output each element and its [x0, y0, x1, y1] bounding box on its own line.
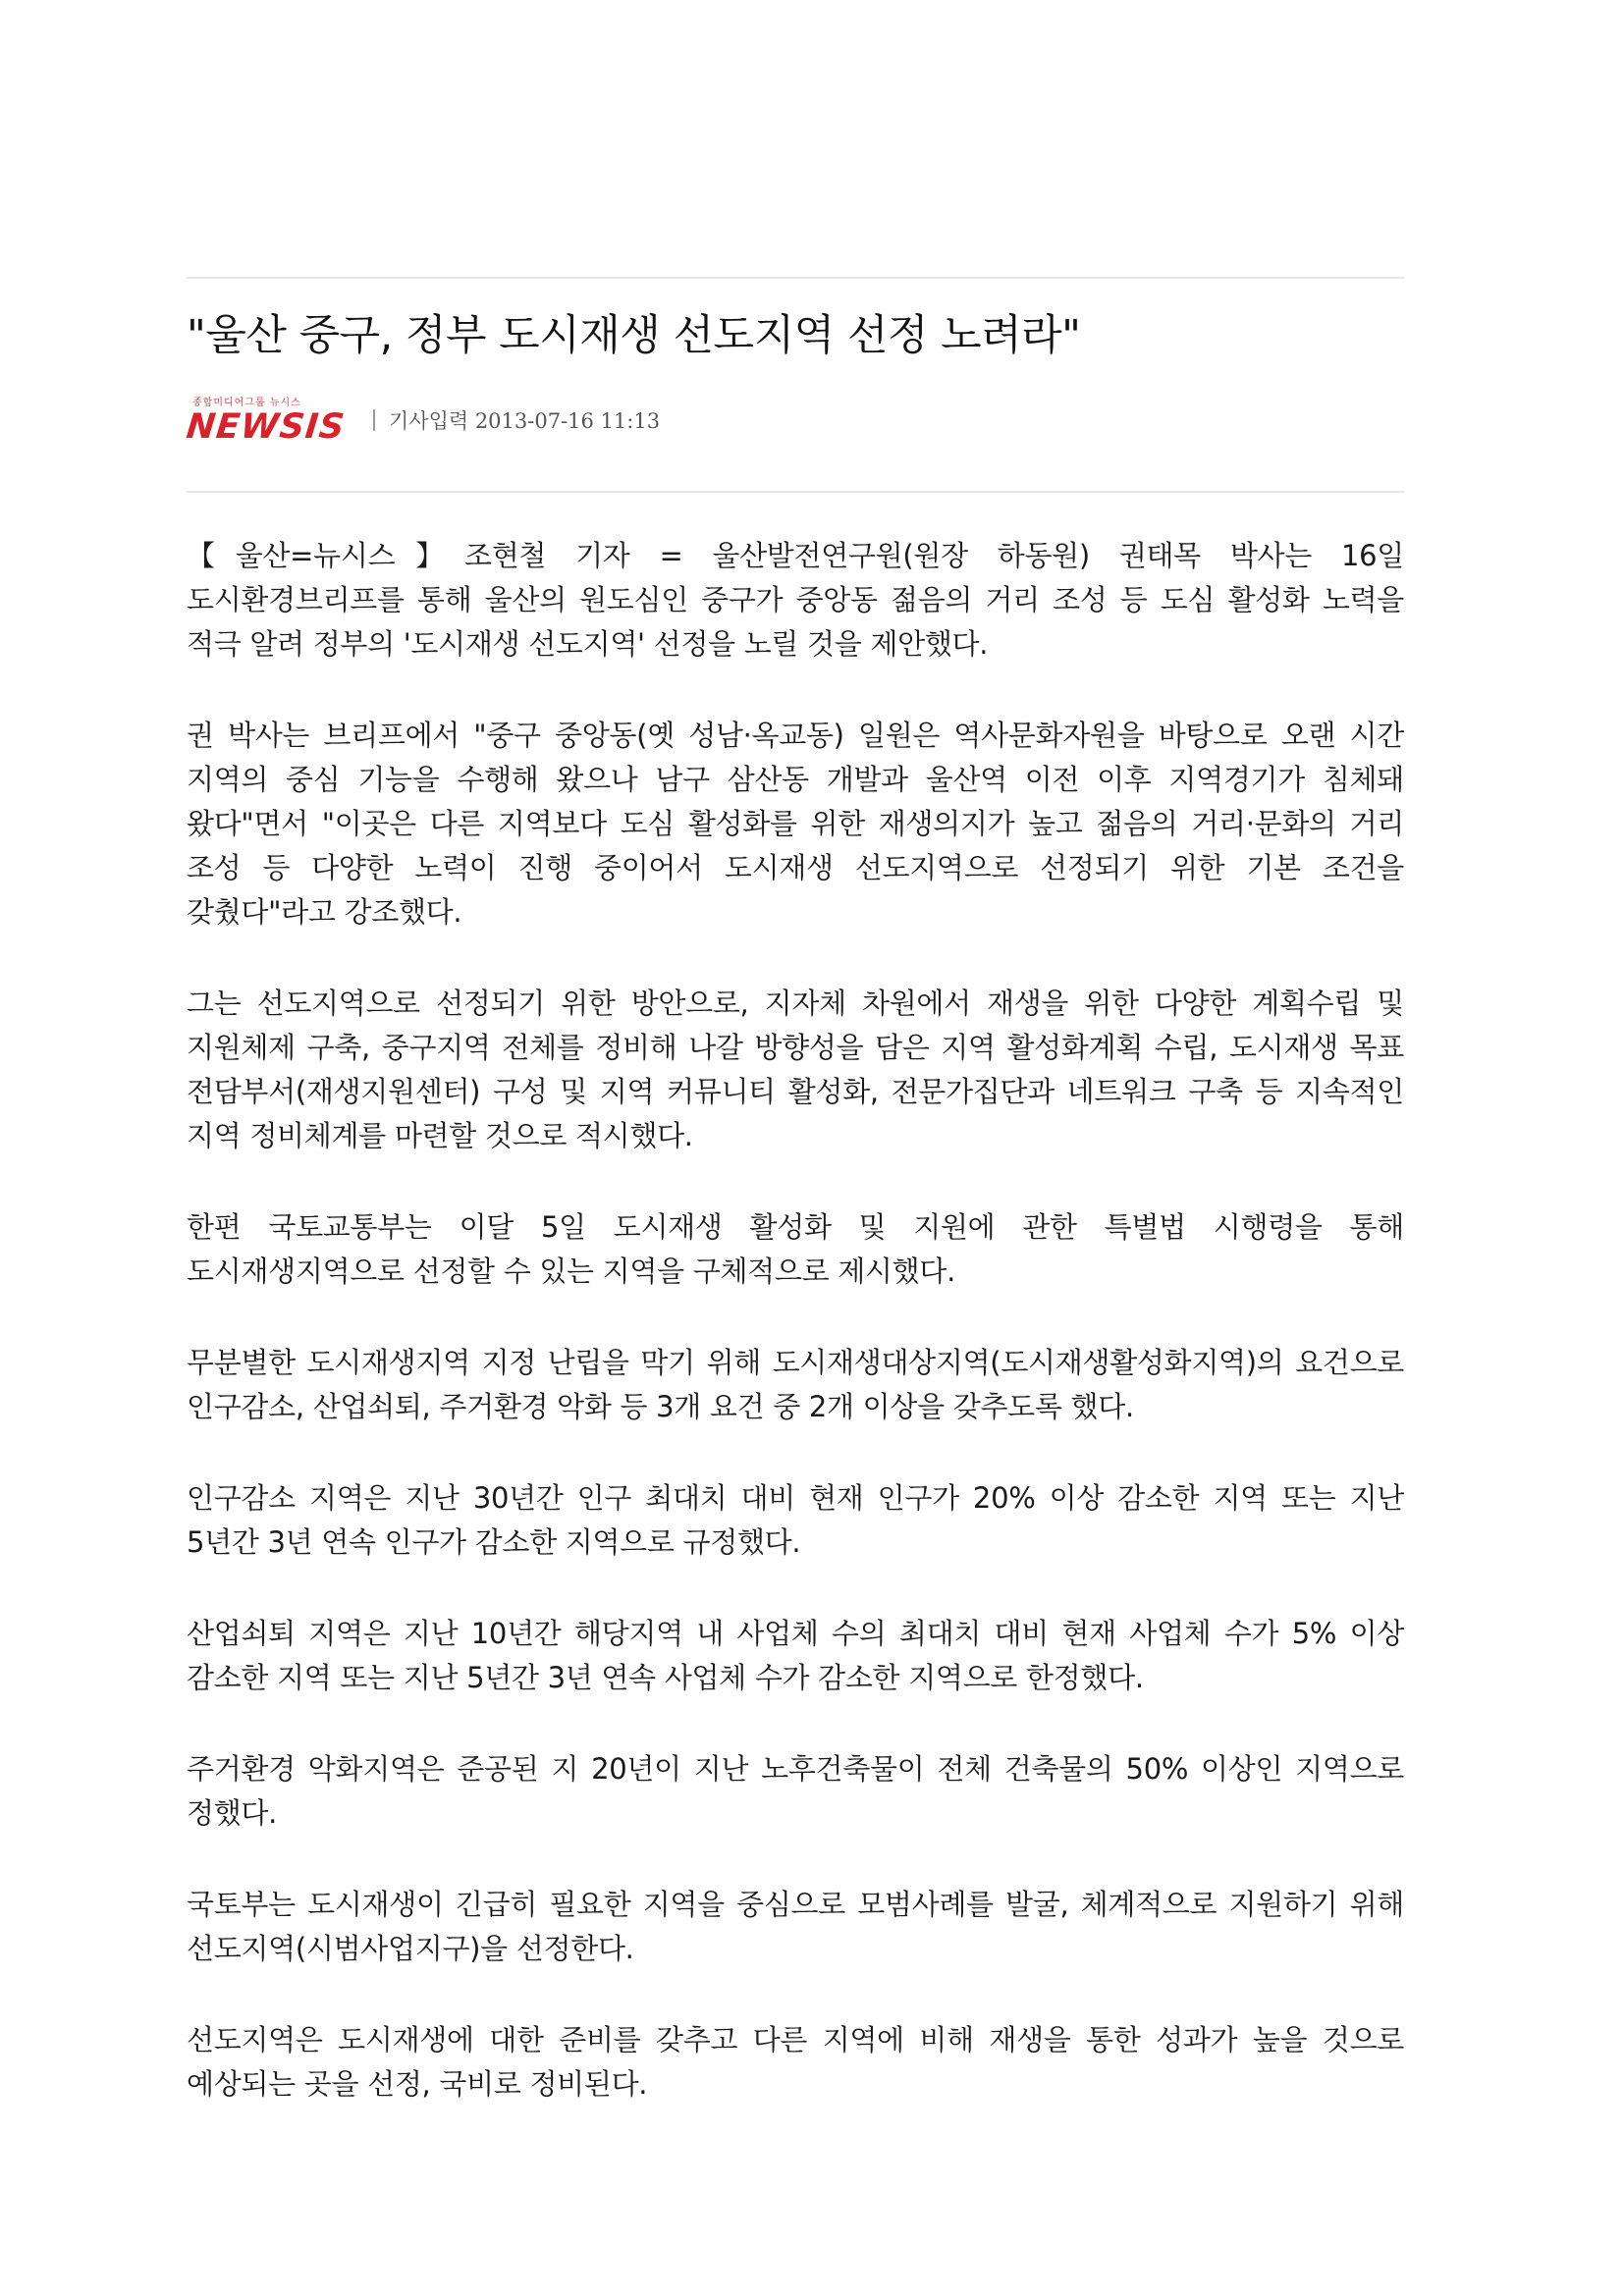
article-paragraph: 국토부는 도시재생이 긴급히 필요한 지역을 중심으로 모범사례를 발굴, 체계적으로 지원하기 위해 선도지역(시범사업지구)을 선정한다. [187, 1888, 1404, 1965]
meta-separator [373, 409, 375, 431]
article-paragraph: 그는 선도지역으로 선정되기 위한 방안으로, 지자체 차원에서 재생을 위한 다양한 계획수립 및 지원체제 구축, 중구지역 전체를 정비해 나갈 방향성을 담은 지역 활성화계획 수립, 도시재생 목표 전담부서(재생지원센터) 구성 및 지역 커뮤니티 활성화, 전문가집단과 네트워크 구축 등 지속적인 지역 정비체계를 마련할 것으로 적시했다. [187, 987, 1404, 1152]
logo-wordmark: NEWSIS [184, 407, 348, 447]
article-headline: "울산 중구, 정부 도시재생 선도지역 선정 노려라" [187, 311, 1081, 360]
article-paragraph: 【울산=뉴시스】조현철 기자 = 울산발전연구원(원장 하동원) 권태목 박사는 16일 도시환경브리프를 통해 울산의 원도심인 중구가 중앙동 젊음의 거리 조성 등 도심 활성화 노력을 적극 알려 정부의 '도시재생 선도지역' 선정을 노릴 것을 제안했다. [187, 539, 1404, 661]
article-paragraph: 한편 국토교통부는 이달 5일 도시재생 활성화 및 지원에 관한 특별법 시행령을 통해 도시재생지역으로 선정할 수 있는 지역을 구체적으로 제시했다. [187, 1210, 1404, 1288]
article-body [187, 534, 1404, 2107]
article-paragraph: 무분별한 도시재생지역 지정 난립을 막기 위해 도시재생대상지역(도시재생활성화지역)의 요건으로 인구감소, 산업쇠퇴, 주거환경 악화 등 3개 요건 중 2개 이상을 갖추도록 했다. [187, 1346, 1404, 1423]
logo-tagline: 종합미디어그룹 뉴시스 [192, 398, 301, 408]
article-dateline: 기사입력 2013-07-16 11:13 [389, 409, 661, 433]
meta-divider [187, 491, 1404, 493]
top-divider [187, 277, 1404, 279]
article-paragraph: 주거환경 악화지역은 준공된 지 20년이 지난 노후건축물이 전체 건축물의 50% 이상인 지역으로 정했다. [187, 1752, 1404, 1830]
article-meta [184, 395, 1404, 447]
article-paragraph: 산업쇠퇴 지역은 지난 10년간 해당지역 내 사업체 수의 최대치 대비 현재 사업체 수가 5% 이상 감소한 지역 또는 지난 5년간 3년 연속 사업체 수가 감소한 지역으로 한정했다. [187, 1617, 1404, 1694]
newsis-logo [184, 396, 359, 447]
article-paragraph: 인구감소 지역은 지난 30년간 인구 최대치 대비 현재 인구가 20% 이상 감소한 지역 또는 지난 5년간 3년 연속 인구가 감소한 지역으로 규정했다. [187, 1481, 1404, 1559]
article [184, 277, 1404, 2154]
article-paragraph: 권 박사는 브리프에서 "중구 중앙동(옛 성남·옥교동) 일원은 역사문화자원을 바탕으로 오랜 시간 지역의 중심 기능을 수행해 왔으나 남구 삼산동 개발과 울산역 이전 이후 지역경기가 침체돼 왔다"면서 "이곳은 다른 지역보다 도심 활성화를 위한 재생의지가 높고 젊음의 거리·문화의 거리 조성 등 다양한 노력이 진행 중이어서 도시재생 선도지역으로 선정되기 위한 기본 조건을 갖췄다"라고 강조했다. [187, 719, 1404, 929]
article-paragraph: 선도지역은 도시재생에 대한 준비를 갖추고 다른 지역에 비해 재생을 통한 성과가 높을 것으로 예상되는 곳을 선정, 국비로 정비된다. [187, 2023, 1404, 2101]
